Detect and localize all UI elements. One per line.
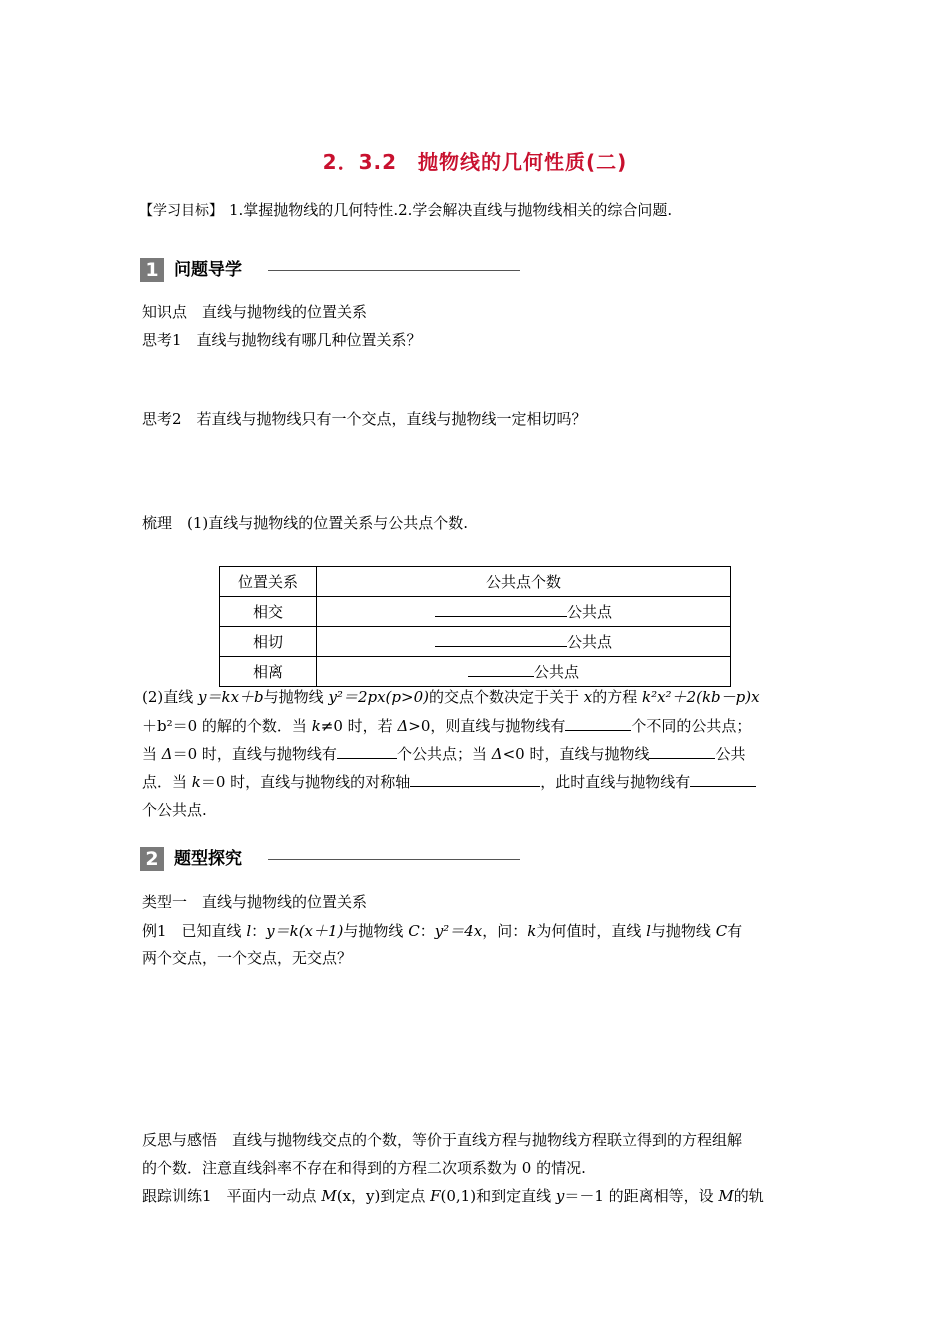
answer-blank[interactable] [410, 772, 540, 787]
text: 点．当 [142, 773, 192, 791]
text: 跟踪训练1 平面内一动点 [142, 1187, 322, 1205]
page-title: 2．3.2 抛物线的几何性质(二) [322, 150, 628, 174]
text: (0,1)和到定直线 [440, 1187, 556, 1205]
reflection-line1: 反思与感悟 直线与抛物线交点的个数，等价于直线方程与抛物线方程联立得到的方程组解 [142, 1131, 743, 1149]
objective-tag: 【学习目标】 [139, 203, 223, 219]
table-row [220, 597, 731, 627]
section-label: 题型探究 [174, 849, 242, 869]
variable: k [311, 717, 321, 735]
text: ≠0 时，若 [320, 717, 398, 735]
learning-objective [139, 200, 672, 221]
variable: l [246, 922, 252, 940]
answer-blank[interactable] [435, 602, 567, 617]
text: 有 [727, 922, 743, 940]
para2-line5: 个公共点. [142, 801, 207, 819]
variable: k [527, 922, 537, 940]
count-cell [317, 657, 731, 687]
answer-blank[interactable] [690, 772, 756, 787]
type-heading: 类型一 直线与抛物线的位置关系 [142, 893, 368, 911]
variable: Δ [161, 745, 173, 763]
text: ： [419, 922, 435, 940]
section-number: 1 [140, 258, 164, 282]
text: 公共 [715, 745, 746, 763]
text: ＝0 时，直线与抛物线有 [172, 745, 337, 763]
count-suffix: 公共点 [566, 603, 612, 621]
text: >0，则直线与抛物线有 [408, 717, 566, 735]
objective-text: 1.掌握抛物线的几何特性.2.学会解决直线与抛物线相关的综合问题. [229, 201, 673, 219]
text: 与抛物线 [650, 922, 716, 940]
para2-line3 [142, 744, 745, 764]
para2-line1 [142, 687, 760, 707]
answer-blank[interactable] [649, 744, 715, 759]
para2-line4 [142, 772, 756, 792]
relation-cell: 相切 [220, 627, 317, 657]
follow-up-exercise [142, 1186, 764, 1206]
answer-blank[interactable] [565, 716, 631, 731]
section-rule [268, 859, 520, 860]
relation-cell: 相交 [220, 597, 317, 627]
answer-blank[interactable] [435, 632, 567, 647]
variable: y [555, 1187, 565, 1205]
variable: M [718, 1187, 734, 1205]
text: <0 时，直线与抛物线 [502, 745, 650, 763]
text: 的方程 [592, 688, 642, 706]
summary-heading: 梳理 (1)直线与抛物线的位置关系与公共点个数. [142, 514, 469, 532]
text: ，问： [482, 922, 528, 940]
text: (2)直线 [142, 688, 199, 706]
table-row [220, 657, 731, 687]
variable: x [583, 688, 593, 706]
text: ＝0 时，直线与抛物线的对称轴 [200, 773, 411, 791]
relation-cell: 相离 [220, 657, 317, 687]
example1-line1 [142, 921, 742, 941]
equation: y＝kx＋b [198, 688, 264, 706]
equation: k²x²＋2(kb－p)x [642, 688, 760, 706]
text: 与抛物线 [343, 922, 409, 940]
think-question-2: 思考2 若直线与抛物线只有一个交点，直线与抛物线一定相切吗？ [142, 410, 587, 428]
count-cell [317, 627, 731, 657]
text: 个不同的公共点； [631, 717, 752, 735]
variable: M [321, 1187, 337, 1205]
answer-blank[interactable] [468, 662, 534, 677]
table-header: 位置关系 [220, 567, 317, 597]
reflection-line2: 的个数．注意直线斜率不存在和得到的方程二次项系数为 0 的情况. [142, 1159, 586, 1177]
relation-table [219, 566, 731, 687]
text: (x，y)到定点 [336, 1187, 431, 1205]
variable: C [408, 922, 420, 940]
variable: Δ [491, 745, 503, 763]
count-cell [317, 597, 731, 627]
count-suffix: 公共点 [533, 663, 579, 681]
text: ，此时直线与抛物线有 [540, 773, 691, 791]
equation: y＝k(x＋1) [266, 922, 344, 940]
equation: y²＝2px(p>0) [328, 688, 429, 706]
table-header: 公共点个数 [317, 567, 731, 597]
answer-blank[interactable] [337, 744, 397, 759]
section-rule [268, 270, 520, 271]
text: 的轨 [733, 1187, 764, 1205]
section-label: 问题导学 [174, 260, 242, 280]
think-question-1: 思考1 直线与抛物线有哪几种位置关系？ [142, 331, 422, 349]
table-row [220, 627, 731, 657]
variable: k [191, 773, 201, 791]
table-header-row [220, 567, 731, 597]
text: 的交点个数决定于关于 [428, 688, 584, 706]
knowledge-point: 知识点 直线与抛物线的位置关系 [142, 303, 368, 321]
equation: y²＝4x [434, 922, 483, 940]
text: 与抛物线 [263, 688, 329, 706]
para2-line2 [142, 716, 751, 736]
text: ： [251, 922, 267, 940]
text: 个公共点；当 [396, 745, 492, 763]
text: ＋b²＝0 的解的个数．当 [142, 717, 312, 735]
text: ＝－1 的距离相等，设 [564, 1187, 719, 1205]
variable: F [430, 1187, 441, 1205]
count-suffix: 公共点 [566, 633, 612, 651]
variable: l [646, 922, 651, 940]
variable: Δ [397, 717, 409, 735]
text: 当 [142, 745, 162, 763]
text: 为何值时，直线 [536, 922, 647, 940]
text: 例1 已知直线 [142, 922, 247, 940]
variable: C [715, 922, 728, 940]
section-number: 2 [140, 847, 164, 871]
example1-line2: 两个交点，一个交点，无交点？ [142, 949, 353, 967]
